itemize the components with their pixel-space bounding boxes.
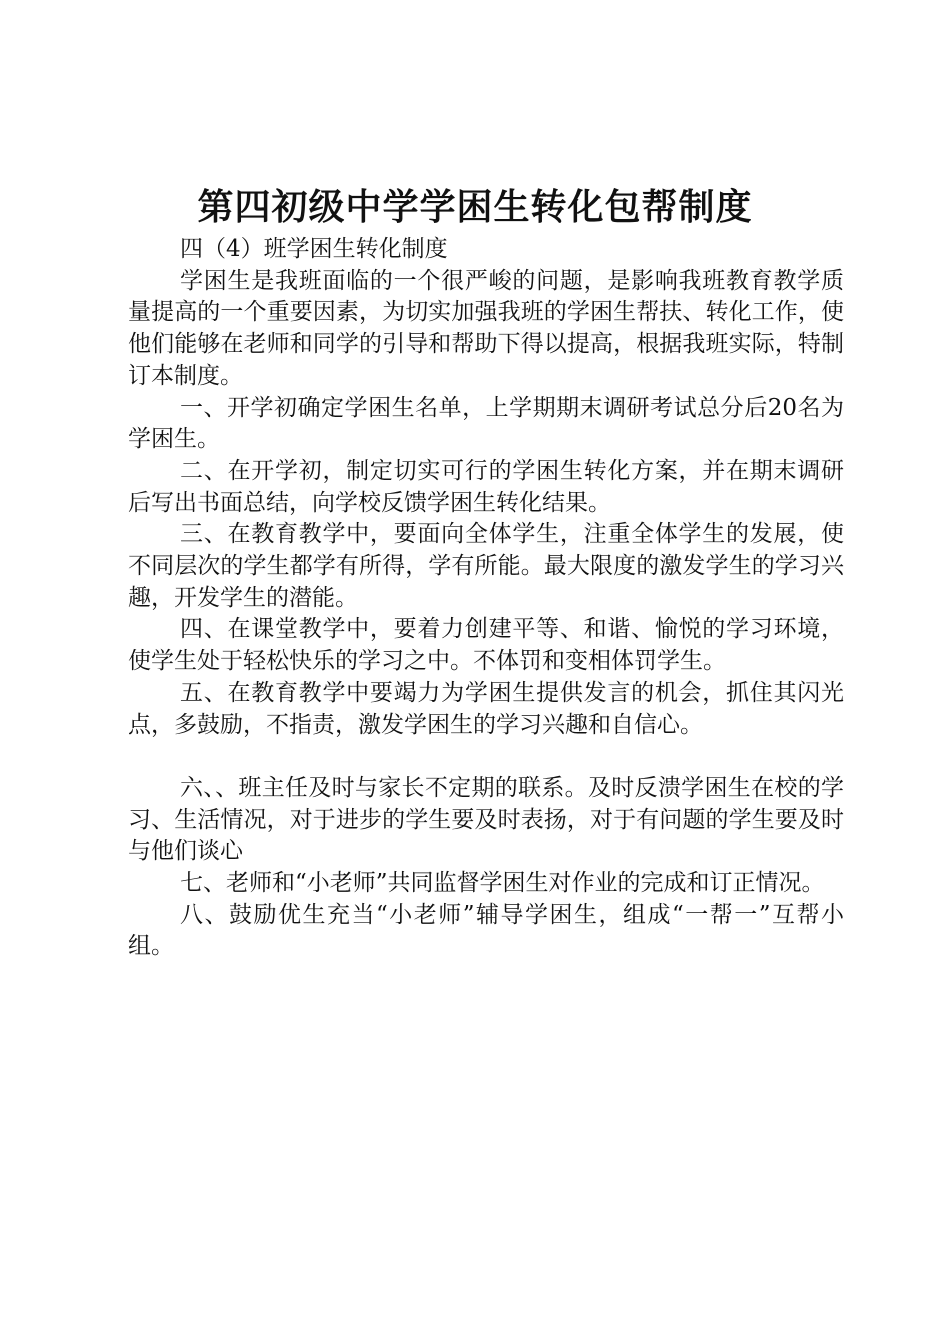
paragraph-item-8: 八、鼓励优生充当“小老师”辅导学困生，组成“一帮一”互帮小组。 <box>128 901 844 960</box>
document-body <box>128 234 844 963</box>
class-heading: 四（4）班学困生转化制度 <box>180 236 448 262</box>
paragraph-item-7: 七、老师和“小老师”共同监督学困生对作业的完成和订正情况。 <box>180 870 825 897</box>
paragraph-item-3: 三、在教育教学中，要面向全体学生，注重全体学生的发展，使不同层次的学生都学有所得，学有所能。最大限度的激发学生的学习兴趣，开发学生的潜能。 <box>128 521 844 611</box>
paragraph-item-5: 五、在教育教学中要竭力为学困生提供发言的机会，抓住其闪光点，多鼓励，不指责，激发学困生的学习兴趣和自信心。 <box>128 679 844 738</box>
paragraph-intro: 学困生是我班面临的一个很严峻的问题，是影响我班教育教学质量提高的一个重要因素，为切实加强我班的学困生帮扶、转化工作，使他们能够在老师和同学的引导和帮助下得以提高，根据我班实际，特制订本制度。 <box>128 267 844 389</box>
paragraph-item-4: 四、在课堂教学中，要着力创建平等、和谐、愉悦的学习环境，使学生处于轻松快乐的学习之中。不体罚和变相体罚学生。 <box>128 616 844 675</box>
paragraph-item-6: 六、、班主任及时与家长不定期的联系。及时反溃学困生在校的学习、生活情况，对于进步的学生要及时表扬，对于有问题的学生要及时与他们谈心 <box>128 774 844 865</box>
paragraph-item-1: 一、开学初确定学困生名单，上学期期末调研考试总分后20名为学困生。 <box>128 394 844 453</box>
paragraph-item-2: 二、在开学初，制定切实可行的学困生转化方案，并在期末调研后写出书面总结，向学校反馈学困生转化结果。 <box>128 457 844 516</box>
document-title: 第四初级中学学困生转化包帮制度 <box>197 187 753 228</box>
